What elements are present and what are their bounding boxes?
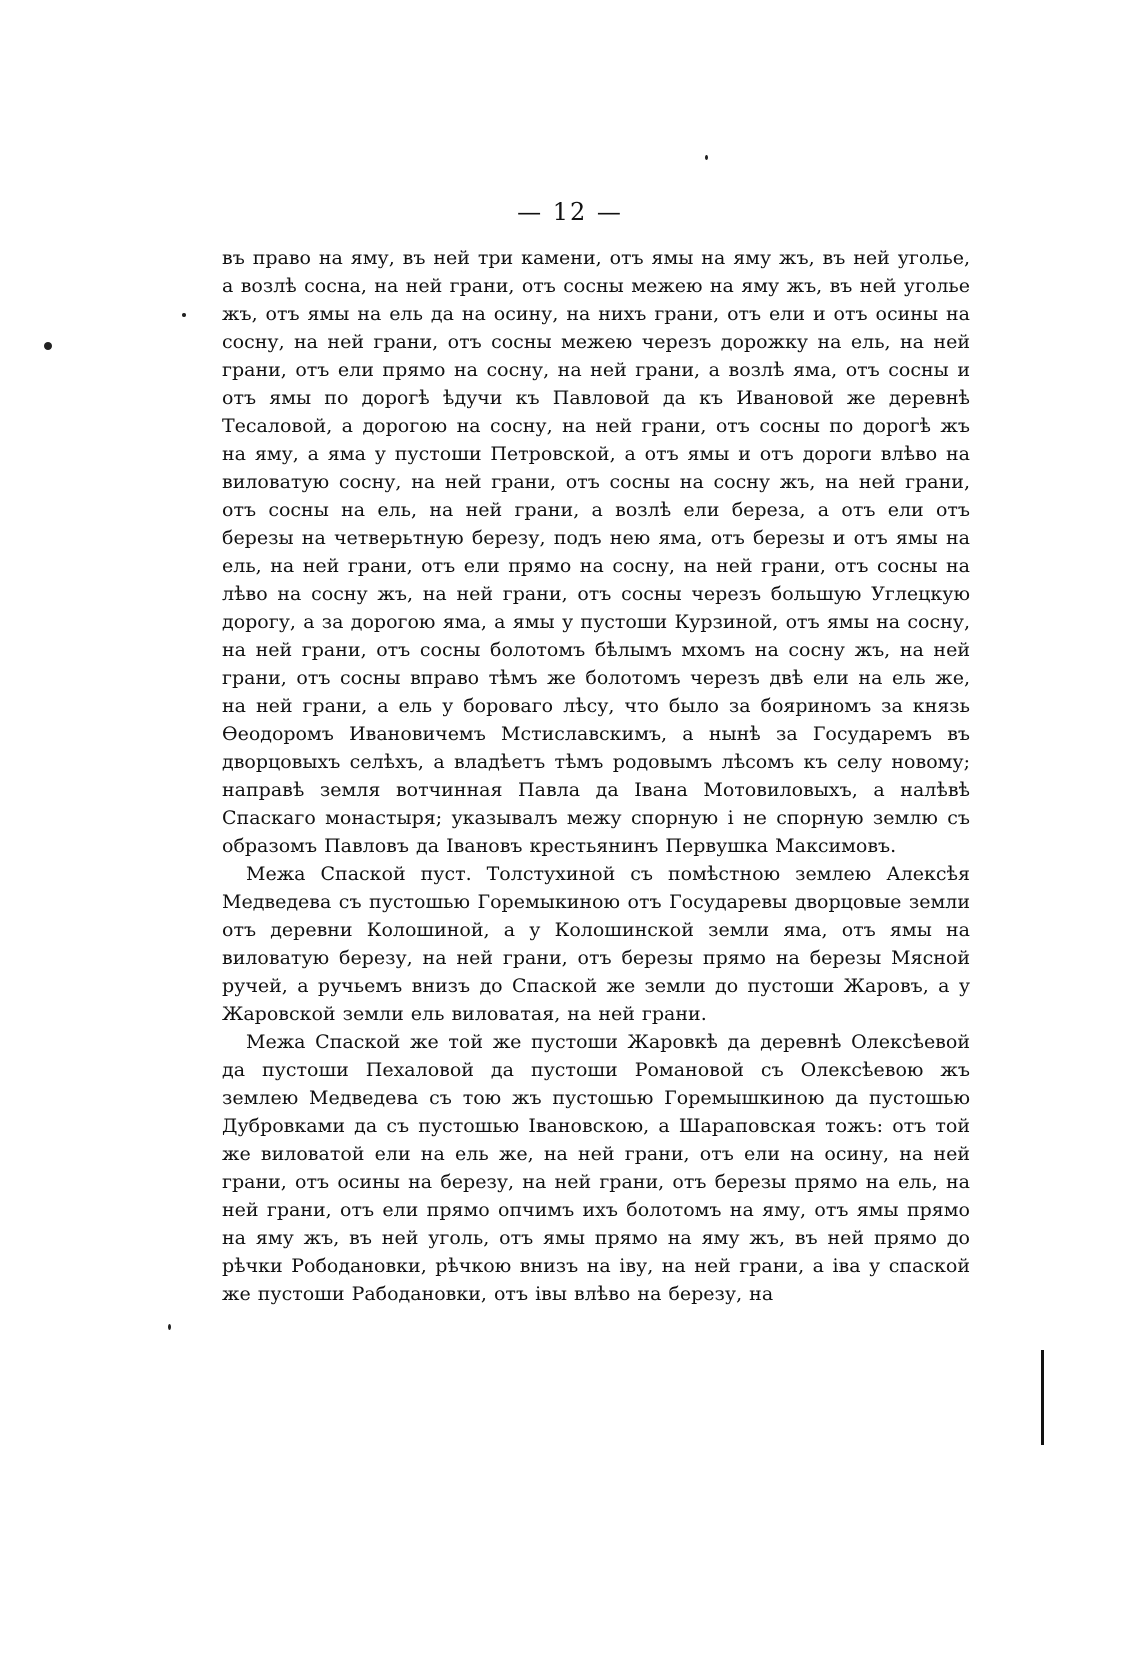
- body-text: [222, 244, 970, 1308]
- paragraph-3: Межа Спаской же той же пустоши Жаровкѣ да деревнѣ Олексѣевой да пустоши Пехаловой да пустоши Романовой съ Олексѣевою жъ землею Медведева съ тою жъ пустошью Горемышкиною да пустошью Дубровками да съ пустошью Івановскою, а Шараповская тожъ: отъ той же виловатой ели на ель же, на ней грани, отъ ели на осину, на ней грани, отъ осины на березу, на ней грани, отъ березы прямо на ель, на ней грани, отъ ели прямо опчимъ ихъ болотомъ на яму, отъ ямы прямо на яму жъ, въ ней уголь, отъ ямы прямо на яму жъ, въ ней прямо до рѣчки Рободановки, рѣчкою внизъ на іву, на ней грани, а іва у спаской же пустоши Рабоданoвки, отъ івы влѣво на березу, на: [222, 1031, 970, 1305]
- scan-speck: [44, 342, 52, 350]
- scan-edge-mark: [1041, 1350, 1044, 1445]
- scan-speck: [168, 1324, 171, 1330]
- page-number: — 12 —: [517, 198, 623, 226]
- scan-speck: [182, 313, 186, 317]
- scan-speck: [705, 155, 708, 160]
- paragraph-2: Межа Спаской пуст. Толстухиной съ помѣстною землею Алексѣя Медведева съ пустошью Горемыкиною отъ Государевы дворцовые земли отъ деревни Колошиной, а у Колошинской земли яма, отъ ямы на виловатую березу, на ней грани, отъ березы прямо на березы Мясной ручей, а ручьемъ внизъ до Спаской же земли до пустоши Жаровъ, а у Жаровской земли ель виловатая, на ней грани.: [222, 863, 970, 1025]
- paragraph-1: въ право на яму, въ ней три камени, отъ ямы на яму жъ, въ ней уголье, а возлѣ сосна, на ней грани, отъ сосны межею на яму жъ, въ ней уголье жъ, отъ ямы на ель да на осину, на нихъ грани, отъ ели и отъ осины на сосну, на ней грани, отъ сосны межею черезъ дорожку на ель, на ней грани, отъ ели прямо на сосну, на ней грани, а возлѣ яма, отъ сосны и отъ ямы по дорогѣ ѣдучи къ Павловой да къ Ивановой же деревнѣ Тесаловой, а дорогою на сосну, на ней грани, отъ сосны по дорогѣ жъ на яму, а яма у пустоши Петровской, а отъ ямы и отъ дороги влѣво на виловатую сосну, на ней грани, отъ сосны на сосну жъ, на ней грани, отъ сосны на ель, на ней грани, а возлѣ ели береза, а отъ ели отъ березы на четверьтную березу, подъ нею яма, отъ березы и отъ ямы на ель, на ней грани, отъ ели прямо на сосну, на ней грани, отъ сосны на лѣво на сосну жъ, на ней грани, отъ сосны черезъ большую Углецкую дорогу, а за дорогою яма, а ямы у пустоши Курзиной, отъ ямы на сосну, на ней грани, отъ сосны болотомъ бѣлымъ мхомъ на сосну жъ, на ней грани, отъ сосны вправо тѣмъ же болотомъ черезъ двѣ ели на ель же, на ней грани, а ель у боровагo лѣсу, что было за бояриномъ за князь Ѳеодоромъ Ивановичемъ Мстиславскимъ, а нынѣ за Государемъ въ дворцовыхъ селѣхъ, а владѣетъ тѣмъ родовымъ лѣсомъ къ селу новому; направѣ земля вотчинная Павла да Івана Мотовиловыхъ, а налѣвѣ Спаскаго монастыря; указывалъ межу спорную і не спорную землю съ образомъ Павловъ да Івановъ крестьянинъ Первушка Максимовъ.: [222, 247, 970, 857]
